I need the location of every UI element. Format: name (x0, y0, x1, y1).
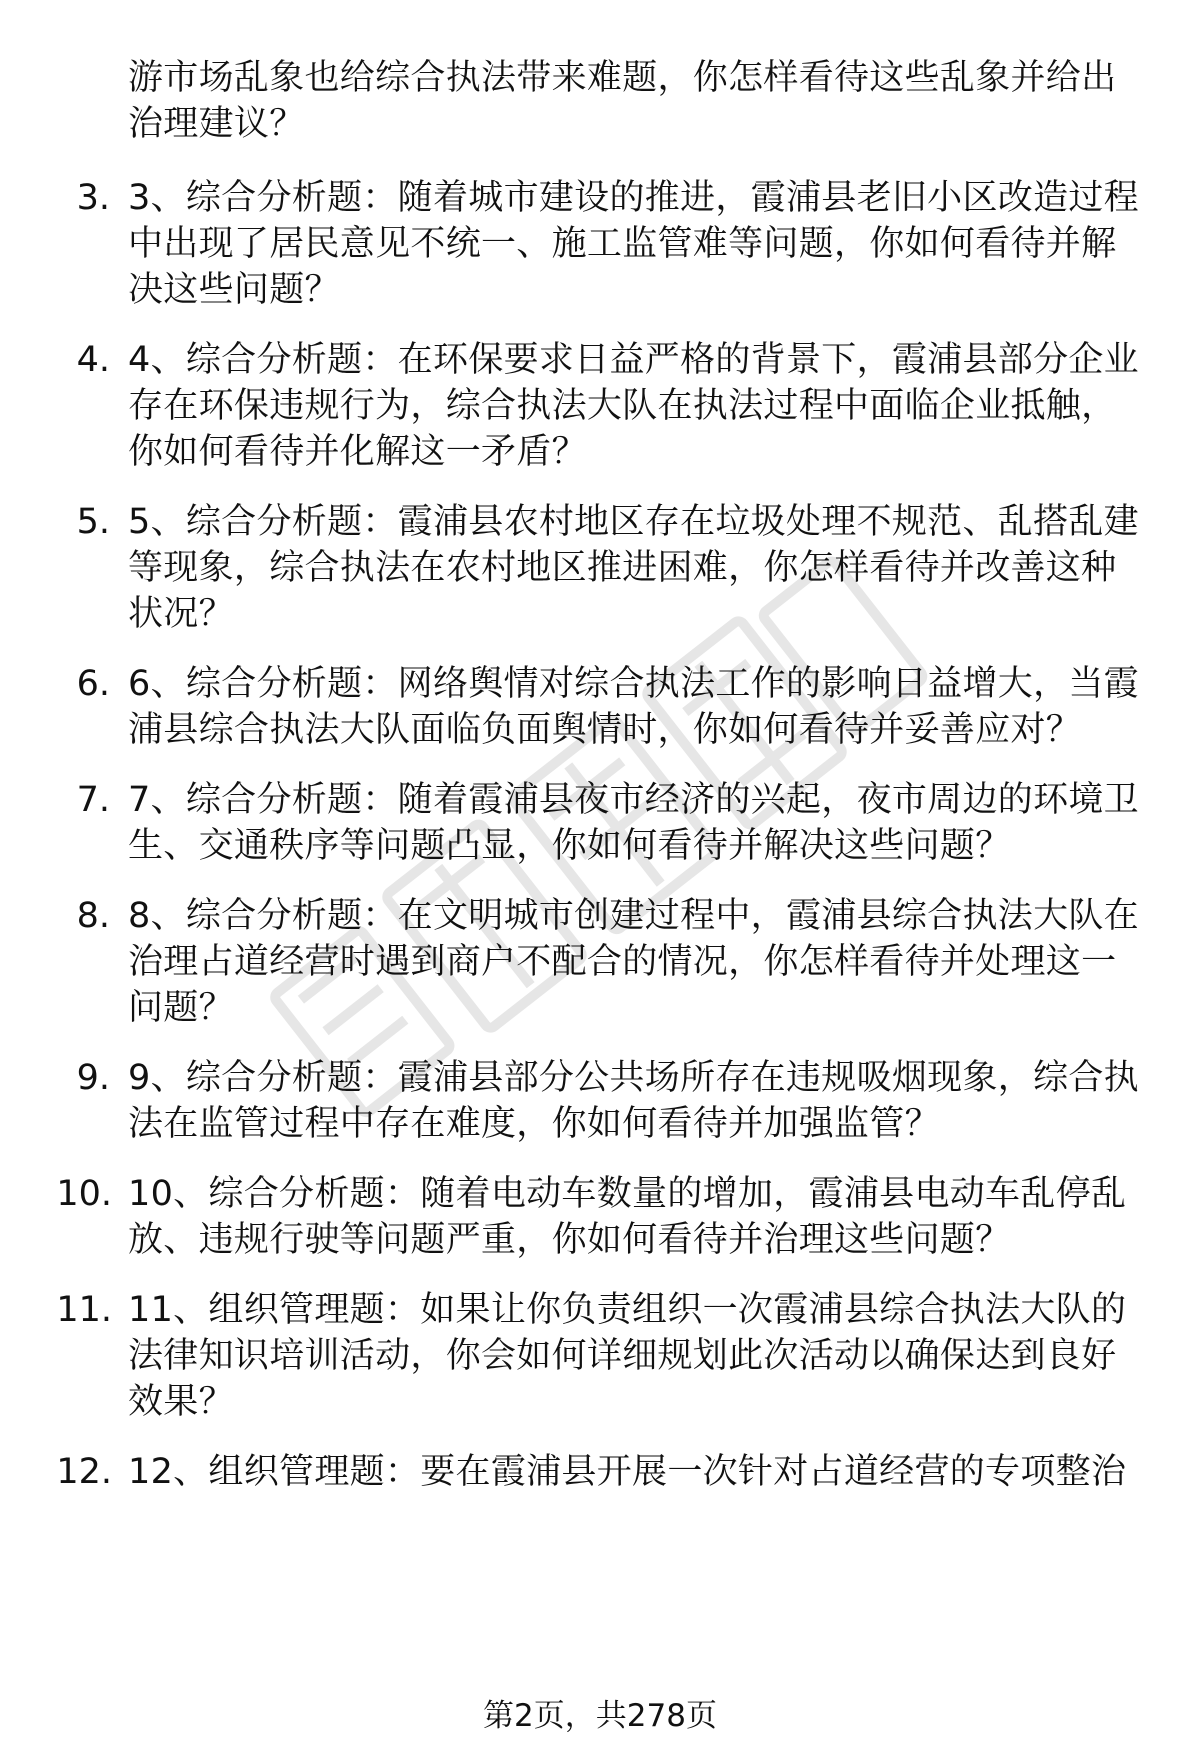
text-line: 存在环保违规行为，综合执法大队在执法过程中面临企业抵触， (128, 386, 1117, 426)
item-number: 12. (56, 1452, 112, 1492)
text-line: 治理建议？ (128, 104, 305, 144)
text-line: 9、综合分析题：霞浦县部分公共场所存在违规吸烟现象，综合执 (128, 1058, 1139, 1098)
text-line: 5、综合分析题：霞浦县农村地区存在垃圾处理不规范、乱搭乱建 (128, 502, 1139, 542)
text-line: 12、组织管理题：要在霞浦县开展一次针对占道经营的专项整治 (128, 1452, 1127, 1492)
item-number: 6. (76, 664, 110, 704)
item-number: 8. (76, 896, 110, 936)
text-line: 8、综合分析题：在文明城市创建过程中，霞浦县综合执法大队在 (128, 896, 1139, 936)
item-number: 3. (76, 178, 110, 218)
text-line: 治理占道经营时遇到商户不配合的情况，你怎样看待并处理这一 (128, 942, 1117, 982)
item-number: 4. (76, 340, 110, 380)
text-line: 11、组织管理题：如果让你负责组织一次霞浦县综合执法大队的 (128, 1290, 1127, 1330)
text-line: 10、综合分析题：随着电动车数量的增加，霞浦县电动车乱停乱 (128, 1174, 1127, 1214)
text-line: 7、综合分析题：随着霞浦县夜市经济的兴起，夜市周边的环境卫 (128, 780, 1139, 820)
text-line: 6、综合分析题：网络舆情对综合执法工作的影响日益增大，当霞 (128, 664, 1139, 704)
text-line: 效果？ (128, 1382, 234, 1422)
text-line: 3、综合分析题：随着城市建设的推进，霞浦县老旧小区改造过程 (128, 178, 1139, 218)
text-line: 问题？ (128, 988, 234, 1028)
text-line: 生、交通秩序等问题凸显，你如何看待并解决这些问题？ (128, 826, 1011, 866)
item-number: 5. (76, 502, 110, 542)
text-line: 4、综合分析题：在环保要求日益严格的背景下，霞浦县部分企业 (128, 340, 1139, 380)
text-line: 法在监管过程中存在难度，你如何看待并加强监管？ (128, 1104, 940, 1144)
text-line: 等现象，综合执法在农村地区推进困难，你怎样看待并改善这种 (128, 548, 1117, 588)
item-number: 7. (76, 780, 110, 820)
page-footer: 第2页，共278页 (483, 1698, 717, 1734)
text-line: 法律知识培训活动，你会如何详细规划此次活动以确保达到良好 (128, 1336, 1117, 1376)
item-number: 11. (56, 1290, 112, 1330)
text-line: 决这些问题？ (128, 270, 340, 310)
item-number: 9. (76, 1058, 110, 1098)
item-number: 10. (56, 1174, 112, 1214)
text-line: 你如何看待并化解这一矛盾？ (128, 432, 587, 472)
text-line: 状况？ (128, 594, 234, 634)
text-line: 放、违规行驶等问题严重，你如何看待并治理这些问题？ (128, 1220, 1011, 1260)
text-line: 浦县综合执法大队面临负面舆情时，你如何看待并妥善应对？ (128, 710, 1082, 750)
text-line: 游市场乱象也给综合执法带来难题，你怎样看待这些乱象并给出 (128, 58, 1117, 98)
text-line: 中出现了居民意见不统一、施工监管难等问题，你如何看待并解 (128, 224, 1117, 264)
